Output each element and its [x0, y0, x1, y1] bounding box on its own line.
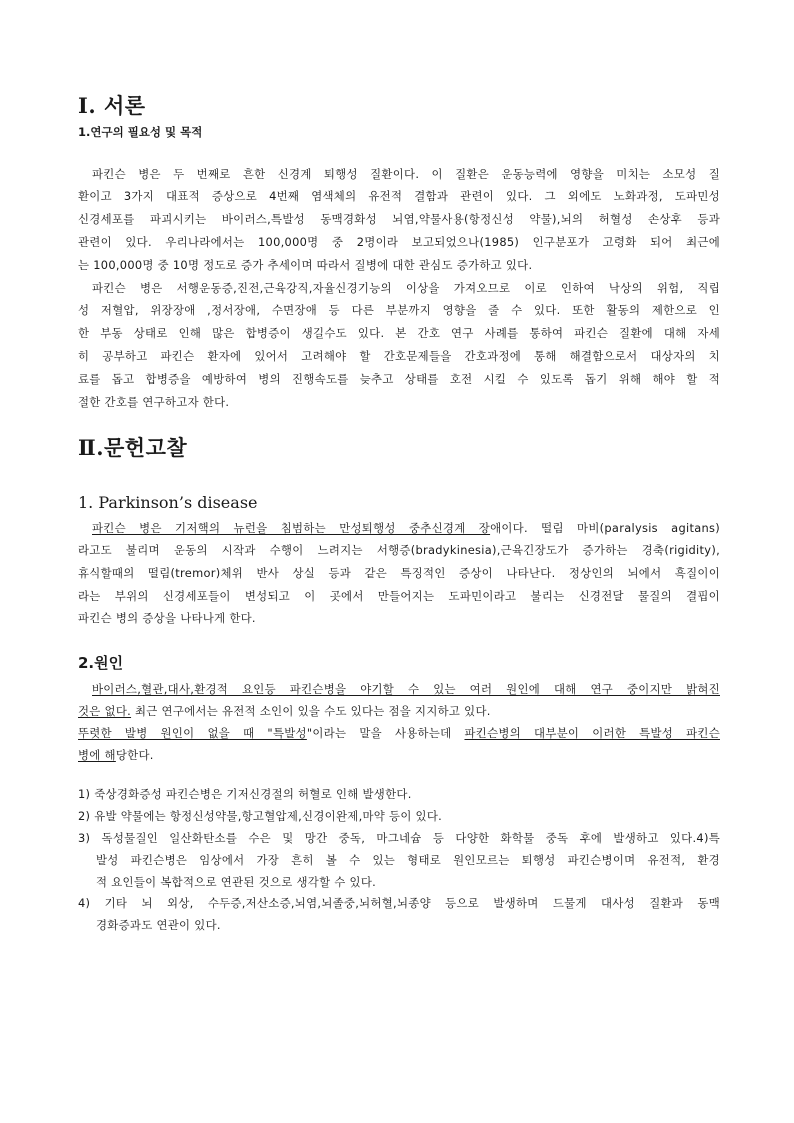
cause-list-item-2: 2) 유발 약물에는 항정신성약물,항고혈압제,신경이완제,마약 등이 있다.	[78, 809, 443, 823]
parkinsons-line-3: 휴식할때의 떨림(tremor)체위 반사 상실 등과 같은 특징적인 증상이 나타난다. 정상인의 뇌에서 흑질이이	[78, 566, 720, 580]
causes-line-2-underlined: 것은 없다.	[78, 704, 132, 718]
para2-line-6: 절한 간호를 연구하고자 한다.	[78, 395, 230, 409]
parkinsons-line-2: 라고도 불리며 운동의 시작과 수행이 느려지는 서행증(bradykinesia),근육긴장도가 증가하는 경축(rigidity),	[78, 543, 720, 557]
parkinsons-line-4: 라는 부위의 신경세포들이 변성되고 이 곳에서 만들어지는 도파민이라고 불리는 신경전달 물질의 결핍이	[78, 589, 720, 603]
parkinsons-heading: 1. Parkinson’s disease	[78, 493, 258, 512]
cause-list-item-4-cont-1: 경화증과도 연관이 있다.	[96, 918, 221, 932]
cause-list-item-3-cont-1: 발성 파킨슨병은 임상에서 가장 흔히 볼 수 있는 형태로 원인모르는 퇴행성 파킨슨병이며 유전적, 환경	[96, 853, 720, 867]
para1-line-5: 는 100,000명 중 10명 정도로 증가 추세이며 따라서 질병에 대한 관심도 증가하고 있다.	[78, 258, 533, 272]
causes-line-1	[92, 679, 720, 699]
parkinsons-line-1	[92, 518, 720, 538]
causes-line-1-underlined: 바이러스,혈관,대사,환경적 요인등 파킨슨병을 야기할 수 있는 여러 원인에 대해 연구 중이지만 밝혀진	[92, 682, 720, 696]
section-2-heading: Ⅱ.문헌고찰	[78, 435, 188, 460]
causes-heading: 2.원인	[78, 654, 124, 672]
causes-line-4-underlined: 병에 해	[78, 748, 116, 762]
para1-line-1: 파킨슨 병은 두 번째로 흔한 신경계 퇴행성 질환이다. 이 질환은 운동능력에 영향을 미치는 소모성 질	[92, 167, 720, 181]
causes-line-3-mid: "이라는 말을 사용하는데	[306, 726, 465, 740]
para2-line-4: 히 공부하고 파킨슨 환자에 있어서 고려해야 할 간호문제들을 간호과정에 통해 해결함으로서 대상자의 치	[78, 349, 720, 363]
causes-line-3-underlined-b: 파킨슨병의 대부분이 이러한 특발성 파킨슨	[464, 726, 720, 740]
para1-line-4: 관련이 있다. 우리나라에서는 100,000명 중 2명이라 보고되었으나(1985) 인구분포가 고령화 되어 최근에	[78, 235, 720, 249]
cause-list-item-4: 4) 기타 뇌 외상, 수두증,저산소증,뇌염,뇌졸중,뇌허혈,뇌종양 등으로 발생하며 드물게 대사성 질환과 동맥	[78, 896, 720, 910]
parkinsons-line-5: 파킨슨 병의 증상을 나타나게 한다.	[78, 611, 256, 625]
para2-line-1: 파킨슨 병은 서행운동증,진전,근육강직,자율신경기능의 이상을 가져오므로 이로 인하여 낙상의 위험, 직립	[92, 281, 720, 295]
para1-line-2: 환이고 3가지 대표적 증상으로 4번째 염색체의 유전적 결함과 관련이 있다. 그 외에도 노화과정, 도파민성	[78, 189, 720, 203]
causes-line-2-rest: 최근 연구에서는 유전적 소인이 있을 수도 있다는 점을 지지하고 있다.	[131, 704, 491, 718]
cause-list-item-3-cont-2: 적 요인들이 복합적으로 연관된 것으로 생각할 수 있다.	[96, 875, 377, 889]
causes-line-2	[78, 701, 720, 721]
causes-line-4-rest: 당한다.	[115, 748, 154, 762]
section-1-heading: Ⅰ. 서론	[78, 93, 146, 118]
para2-line-5: 료를 돕고 합병증을 예방하여 병의 진행속도를 늦추고 상태를 호전 시킬 수 있도록 돕기 위해 해야 할 적	[78, 372, 720, 386]
section-1-subheading: 1.연구의 필요성 및 목적	[78, 125, 203, 139]
para1-line-3: 신경세포를 파괴시키는 바이러스,특발성 동맥경화성 뇌염,약물사용(항정신성 약물),뇌의 허혈성 손상후 등과	[78, 212, 720, 226]
causes-line-3	[78, 723, 720, 743]
cause-list-item-3: 3) 독성물질인 일산화탄소를 수은 및 망간 중독, 마그네슘 등 다양한 화학물 중독 후에 발생하고 있다.4)특	[78, 831, 720, 845]
causes-line-4	[78, 745, 720, 765]
parkinsons-line-1-rest: 애이다. 떨림 마비(paralysis agitans)	[490, 521, 721, 535]
para2-line-3: 한 부동 상태로 인해 많은 합병증이 생길수도 있다. 본 간호 연구 사례를 통하여 파킨슨 질환에 대해 자세	[78, 326, 720, 340]
para2-line-2: 성 저혈압, 위장장애 ,정서장애, 수면장애 등 다른 부분까지 영향을 줄 수 있다. 또한 활동의 제한으로 인	[78, 303, 720, 317]
parkinsons-line-1-underlined: 파킨슨 병은 기저핵의 뉴런을 침범하는 만성퇴행성 중추신경계 장	[92, 521, 491, 535]
cause-list-item-1: 1) 죽상경화증성 파킨슨병은 기저신경절의 허혈로 인해 발생한다.	[78, 787, 412, 801]
causes-line-3-underlined-a: 뚜렷한 발병 원인이 없을 때 "특발성	[78, 726, 307, 740]
